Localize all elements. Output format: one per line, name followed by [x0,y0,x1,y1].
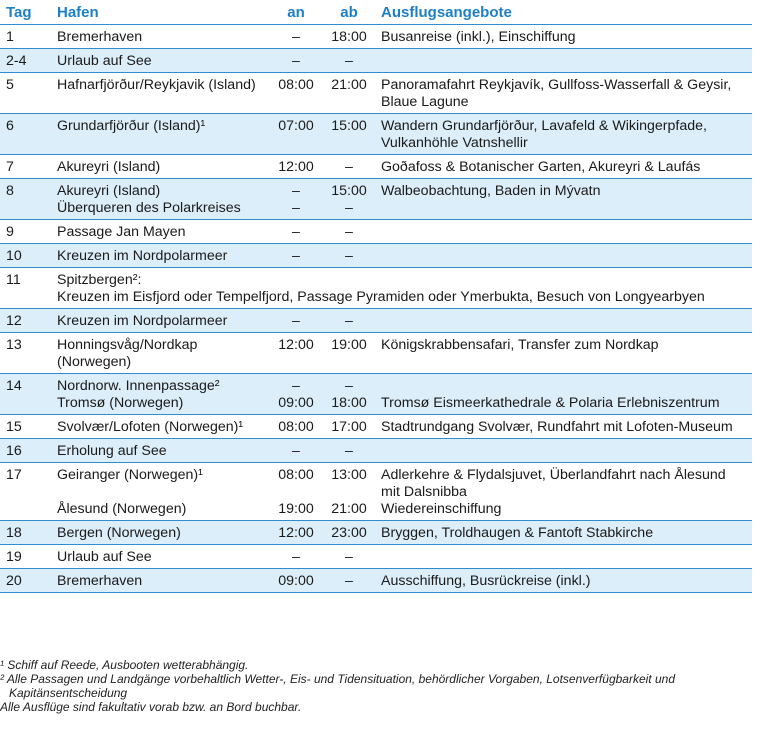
cell-line: Kreuzen im Eisfjord oder Tempelfjord, Passage Pyramiden oder Ymerbukta, Besuch von Longyearbyen [57,289,705,305]
cell-tag [0,309,51,333]
cell-hafen [51,439,269,463]
cell-line [269,484,323,501]
cell-text: – [292,53,300,69]
cell-text: – [292,224,300,240]
cell-ausflug [375,374,752,415]
cell-an [269,220,323,244]
cell-hafen [51,374,269,415]
cell-ab [323,220,375,244]
header-an: an [269,0,323,25]
cell-text: – [292,549,300,565]
cell-ab [323,49,375,73]
cell-line: Geiranger (Norwegen)¹ [57,467,203,483]
cell-ausflug [375,569,752,593]
cell-text: 09:00 [278,573,314,589]
cell-hafen [51,155,269,179]
cell-line: 15:00 [331,183,367,199]
cell-ausflug [375,49,752,73]
cell-line: 09:00 [278,395,314,411]
cell-text: – [345,248,353,264]
cell-text: 07:00 [278,118,314,134]
footnote-2: ² Alle Passagen und Landgänge vorbehaltlich Wetter-, Eis- und Tidensituation, behördlicher Vorgaben, Lotsenverfügbarkeit und [0,672,675,686]
cell-tag [0,49,51,73]
cell-text: 17:00 [331,419,367,435]
cell-an [269,309,323,333]
cell-line: 13:00 [331,467,367,483]
cell-text: Passage Jan Mayen [57,224,186,240]
table-row [0,114,752,155]
cell-full [51,268,752,309]
cell-text: 7 [6,159,14,175]
cell-text: – [345,549,353,565]
cell-text: Erholung auf See [57,443,167,459]
cell-text: 10 [6,248,22,264]
table-row [0,415,752,439]
cell-an [269,545,323,569]
cell-ausflug [375,521,752,545]
cell-text: 6 [6,118,14,134]
table-row [0,463,752,521]
cell-an [269,49,323,73]
table-row [0,49,752,73]
table-row [0,521,752,545]
cell-ausflug [375,439,752,463]
cell-text: Honningsvåg/Nordkap (Norwegen) [57,337,198,370]
cell-ab [323,521,375,545]
cell-text: 15 [6,419,22,435]
cell-hafen [51,463,269,521]
cell-an [269,73,323,114]
header-ab: ab [323,0,375,25]
cell-ab [323,333,375,374]
table-row [0,179,752,220]
cell-line: Nordnorw. Innenpassage² [57,378,220,394]
cell-text: 12:00 [278,337,314,353]
cell-tag [0,521,51,545]
cell-hafen [51,220,269,244]
table-body [0,25,752,593]
cell-ab [323,545,375,569]
cell-line: 21:00 [331,501,367,517]
cell-an [269,439,323,463]
cell-text: – [345,224,353,240]
cell-an [269,155,323,179]
cell-text: 1 [6,29,14,45]
cell-text: 12 [6,313,22,329]
cell-line: Adlerkehre & Flydalsjuvet, Überlandfahrt nach Ålesund [381,467,726,483]
cell-ab [323,569,375,593]
table-row [0,244,752,268]
cell-text: Svolvær/Lofoten (Norwegen)¹ [57,419,244,435]
cell-tag [0,179,51,220]
cell-text: – [292,313,300,329]
cell-text: – [292,443,300,459]
cell-ab [323,25,375,49]
cell-an [269,333,323,374]
cell-hafen [51,114,269,155]
cell-text: Königskrabbensafari, Transfer zum Nordkap [381,337,659,353]
cell-an [269,244,323,268]
cell-ausflug [375,73,752,114]
table-row [0,73,752,114]
cell-text: – [345,313,353,329]
cell-text: Grundarfjörður (Island)¹ [57,118,206,134]
cell-text: 15:00 [331,118,367,134]
table-row [0,333,752,374]
cell-line: 18:00 [331,395,367,411]
cell-tag [0,244,51,268]
cell-line [323,484,375,501]
cell-ausflug [375,333,752,374]
cell-hafen [51,73,269,114]
table-row [0,439,752,463]
cell-text: Busanreise (inkl.), Einschiffung [381,29,576,45]
cell-ab [323,114,375,155]
cell-text: – [292,248,300,264]
cell-hafen [51,244,269,268]
cell-text: Bergen (Norwegen) [57,525,181,541]
cell-tag [0,220,51,244]
cell-text: 21:00 [331,77,367,93]
cell-text: 19:00 [331,337,367,353]
cell-text: Walbeobachtung, Baden in Mývatn [381,183,601,199]
cell-text: 08:00 [278,419,314,435]
cell-text: – [345,159,353,175]
cell-text: 17 [6,467,22,483]
cell-tag [0,25,51,49]
table-row [0,569,752,593]
cell-text: Urlaub auf See [57,53,152,69]
cell-ab [323,309,375,333]
cell-line: – [345,378,353,394]
table-row [0,374,752,415]
cell-an [269,25,323,49]
cell-text: – [345,443,353,459]
cell-text: 14 [6,378,22,394]
cell-line: – [292,378,300,394]
cell-text: Kreuzen im Nordpolarmeer [57,313,228,329]
cell-tag [0,333,51,374]
cell-hafen [51,521,269,545]
header-ausflug: Ausflugsangebote [375,0,752,25]
cell-text: 18:00 [331,29,367,45]
footnote-2-continued: Kapitänsentscheidung [9,686,128,700]
cell-text: Goðafoss & Botanischer Garten, Akureyri & Laufás [381,159,701,175]
cell-text: 13 [6,337,22,353]
cell-text: – [345,573,353,589]
footnotes [0,658,752,714]
cell-text: Ausschiffung, Busrückreise (inkl.) [381,573,591,589]
cell-line: Wiedereinschiffung [381,501,502,517]
header-hafen: Hafen [51,0,269,25]
cell-text: Bremerhaven [57,29,143,45]
cell-an [269,415,323,439]
table-row [0,309,752,333]
cell-ab [323,73,375,114]
cell-line [57,484,269,501]
cell-text: 18 [6,525,22,541]
cell-an [269,114,323,155]
cell-text: 16 [6,443,22,459]
cell-tag [0,463,51,521]
cell-text: Hafnarfjörður/Reykjavik (Island) [57,77,256,93]
table-row [0,268,752,309]
cell-text: Akureyri (Island) [57,159,161,175]
cell-tag [0,73,51,114]
cell-text: 08:00 [278,77,314,93]
cell-ab [323,374,375,415]
cell-line [381,378,752,395]
cell-ausflug [375,309,752,333]
cell-text: 5 [6,77,14,93]
cell-tag [0,415,51,439]
cell-an [269,569,323,593]
cell-text: Panoramafahrt Reykjavík, Gullfoss-Wasserfall & Geysir, Blaue Lagune [381,77,732,110]
cell-an [269,179,323,220]
cell-tag [0,268,51,309]
cell-hafen [51,25,269,49]
cell-ausflug [375,155,752,179]
cell-an [269,374,323,415]
cell-ausflug [375,25,752,49]
table-header-row [0,0,752,25]
cell-text: 12:00 [278,159,314,175]
cell-line: Überqueren des Polarkreises [57,200,241,216]
cell-tag [0,374,51,415]
cell-text: 19 [6,549,22,565]
cell-tag [0,569,51,593]
cell-line: mit Dalsnibba [381,484,467,500]
cell-line: 08:00 [278,467,314,483]
table-row [0,220,752,244]
cell-ab [323,463,375,521]
cell-tag [0,439,51,463]
cell-ab [323,439,375,463]
cell-ausflug [375,220,752,244]
cell-text: Wandern Grundarfjörður, Lavafeld & Wikingerpfade, Vulkanhöhle Vatnshellir [381,118,707,151]
cell-tag [0,155,51,179]
cell-ab [323,179,375,220]
cell-ab [323,415,375,439]
cell-text: Stadtrundgang Svolvær, Rundfahrt mit Lofoten-Museum [381,419,733,435]
cell-line: – [345,200,353,216]
cell-line: Tromsø (Norwegen) [57,395,184,411]
cell-text: Bremerhaven [57,573,143,589]
cell-line: Ålesund (Norwegen) [57,501,187,517]
header-tag: Tag [0,0,51,25]
cell-hafen [51,49,269,73]
cell-line: Spitzbergen²: [57,272,142,288]
cell-text: 20 [6,573,22,589]
cell-text: Bryggen, Troldhaugen & Fantoft Stabkirche [381,525,654,541]
cell-ab [323,244,375,268]
cell-text: 8 [6,183,14,199]
cell-ausflug [375,463,752,521]
table-row [0,155,752,179]
footnote-1: ¹ Schiff auf Reede, Ausbooten wetterabhängig. [0,658,249,672]
footnote-3: Alle Ausflüge sind fakultativ vorab bzw. an Bord buchbar. [0,700,302,714]
cell-ab [323,155,375,179]
cell-line: Akureyri (Island) [57,183,161,199]
cell-hafen [51,415,269,439]
cell-ausflug [375,244,752,268]
cell-text: Kreuzen im Nordpolarmeer [57,248,228,264]
cell-text: 23:00 [331,525,367,541]
cell-hafen [51,179,269,220]
cell-hafen [51,545,269,569]
table-row [0,545,752,569]
cell-line: – [292,200,300,216]
cell-text: 9 [6,224,14,240]
cell-hafen [51,333,269,374]
cell-tag [0,114,51,155]
cell-text: Urlaub auf See [57,549,152,565]
cell-tag [0,545,51,569]
cell-line: Tromsø Eismeerkathedrale & Polaria Erlebniszentrum [381,395,720,411]
cell-text: 11 [6,272,21,288]
cell-hafen [51,309,269,333]
cell-text: 2-4 [6,53,27,69]
cell-line: – [292,183,300,199]
cell-hafen [51,569,269,593]
cell-text: 12:00 [278,525,314,541]
cell-ausflug [375,179,752,220]
cell-ausflug [375,415,752,439]
cell-line: 19:00 [278,501,314,517]
cell-an [269,521,323,545]
cell-ausflug [375,114,752,155]
cell-text: – [292,29,300,45]
cell-an [269,463,323,521]
cell-text: – [345,53,353,69]
cell-ausflug [375,545,752,569]
table-row [0,25,752,49]
